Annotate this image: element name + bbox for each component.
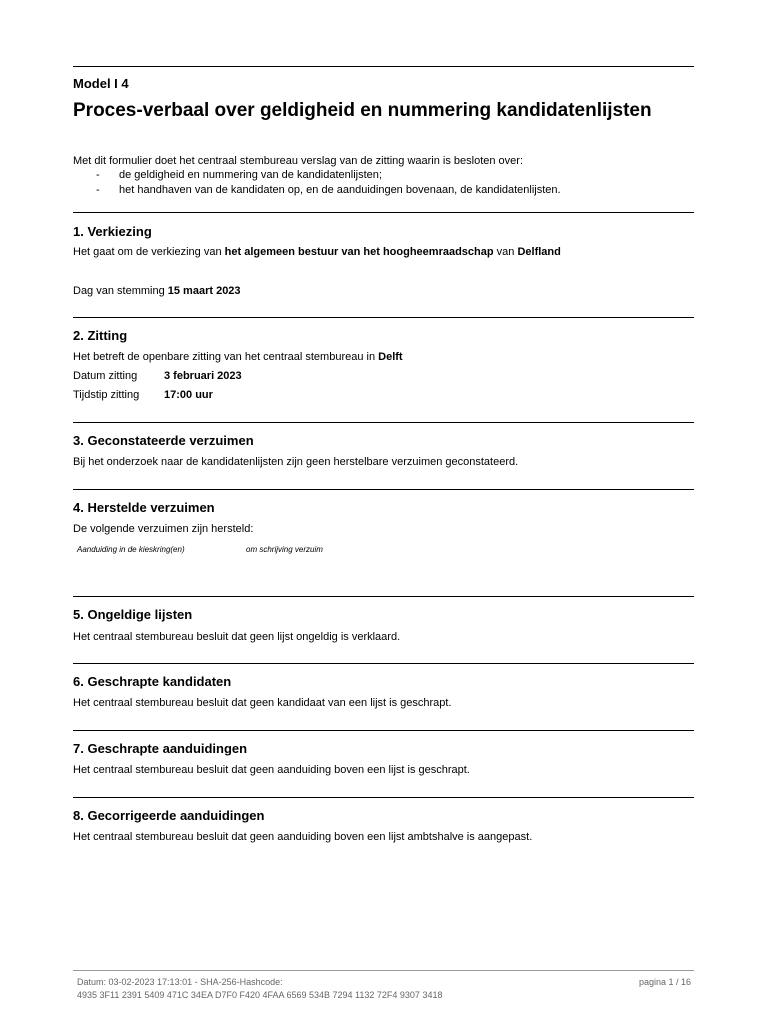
divider xyxy=(73,730,694,731)
divider xyxy=(73,317,694,318)
session-line xyxy=(73,350,403,364)
page-number: pagina 1 / 16 xyxy=(638,977,691,987)
session-date-label: Datum zitting xyxy=(73,370,138,382)
voting-date-label: Dag van stemming xyxy=(73,285,168,297)
voting-date-line xyxy=(73,284,241,298)
section-text: Het centraal stembureau besluit dat geen lijst ongeldig is verklaard. xyxy=(73,631,401,643)
divider xyxy=(73,212,694,213)
section-heading-geschrapte-kandidaten: 6. Geschrapte kandidaten xyxy=(73,674,232,689)
table-header-aanduiding: Aanduiding in de kieskring(en) xyxy=(77,545,185,554)
divider xyxy=(73,663,694,664)
intro-text: Met dit formulier doet het centraal stembureau verslag van de zitting waarin is besloten over: xyxy=(73,155,524,167)
divider xyxy=(73,596,694,597)
voting-date-value: 15 maart 2023 xyxy=(167,285,241,297)
footer-hashcode: 4935 3F11 2391 5409 471C 34EA D7F0 F420 4FAA 6569 534B 7294 1132 72F4 9307 3418 xyxy=(77,990,443,1000)
bullet-marker: - xyxy=(96,169,100,181)
section-text: Bij het onderzoek naar de kandidatenlijsten zijn geen herstelbare verzuimen geconstateerd. xyxy=(73,456,519,468)
section-heading-zitting: 2. Zitting xyxy=(73,328,128,343)
session-date-value: 3 februari 2023 xyxy=(164,370,242,382)
model-label: Model I 4 xyxy=(73,76,129,91)
bullet-text: het handhaven van de kandidaten op, en de aanduidingen bovenaan, de kandidatenlijsten. xyxy=(119,184,561,196)
section-heading-geconstateerde-verzuimen: 3. Geconstateerde verzuimen xyxy=(73,433,254,448)
bullet-marker: - xyxy=(96,184,100,196)
divider xyxy=(73,422,694,423)
section-heading-verkiezing: 1. Verkiezing xyxy=(73,224,152,239)
section-heading-gecorrigeerde-aanduidingen: 8. Gecorrigeerde aanduidingen xyxy=(73,808,265,823)
section-text: Het centraal stembureau besluit dat geen aanduiding boven een lijst ambtshalve is aangepast. xyxy=(73,831,533,843)
section-text: De volgende verzuimen zijn hersteld: xyxy=(73,523,254,535)
footer-divider xyxy=(73,970,694,971)
section-heading-herstelde-verzuimen: 4. Herstelde verzuimen xyxy=(73,500,215,515)
divider xyxy=(73,66,694,67)
section-text: Het centraal stembureau besluit dat geen aanduiding boven een lijst is geschrapt. xyxy=(73,764,470,776)
election-region: Delfland xyxy=(517,246,561,258)
section-text: Het centraal stembureau besluit dat geen kandidaat van een lijst is geschrapt. xyxy=(73,697,452,709)
divider xyxy=(73,489,694,490)
page-title: Proces-verbaal over geldigheid en nummering kandidatenlijsten xyxy=(73,100,652,121)
session-time-label: Tijdstip zitting xyxy=(73,389,140,401)
section-heading-geschrapte-aanduidingen: 7. Geschrapte aanduidingen xyxy=(73,741,248,756)
table-header-omschrijving: om schrijving verzuim xyxy=(246,545,323,554)
session-location: Delft xyxy=(378,351,403,363)
footer-timestamp: Datum: 03-02-2023 17:13:01 - SHA-256-Hashcode: xyxy=(77,977,283,987)
section-heading-ongeldige-lijsten: 5. Ongeldige lijsten xyxy=(73,607,193,622)
election-line xyxy=(73,245,561,259)
divider xyxy=(73,797,694,798)
document-page xyxy=(73,0,694,1024)
session-time-value: 17:00 uur xyxy=(164,389,213,401)
session-line-prefix: Het betreft de openbare zitting van het centraal stembureau in xyxy=(73,351,379,363)
election-line-connector: van xyxy=(493,246,518,258)
election-line-prefix: Het gaat om de verkiezing van xyxy=(73,246,225,258)
bullet-text: de geldigheid en nummering van de kandidatenlijsten; xyxy=(119,169,382,181)
election-body: het algemeen bestuur van het hoogheemraadschap xyxy=(224,246,494,258)
